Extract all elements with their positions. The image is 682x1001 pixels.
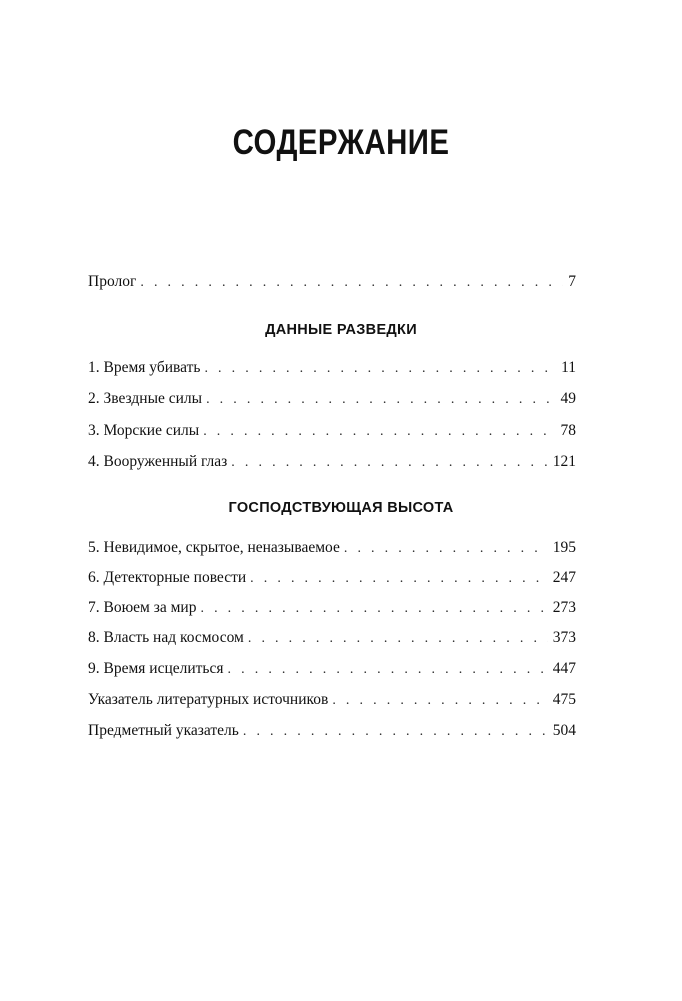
toc-entry-page-number: 273: [552, 599, 576, 616]
toc-entry-page-number: 49: [560, 390, 576, 407]
dot-leader: [140, 272, 563, 294]
toc-entry[interactable]: [88, 537, 576, 559]
toc-entry-label: Указатель литературных источников: [88, 691, 329, 708]
toc-entry-label: 5. Невидимое, скрытое, неназываемое: [88, 539, 340, 556]
toc-entry[interactable]: [88, 720, 576, 742]
toc-entry-page-number: 373: [552, 629, 576, 646]
toc-entry[interactable]: [88, 388, 576, 410]
dot-leader: [200, 598, 547, 620]
dot-leader: [206, 389, 555, 411]
toc-entry-page-number: 195: [552, 539, 576, 556]
toc-entry-page-number: 504: [552, 722, 576, 739]
toc-entry-page-number: 78: [560, 422, 576, 439]
toc-entry[interactable]: [88, 357, 576, 379]
toc-entry-page-number: 11: [561, 359, 576, 376]
toc-entry[interactable]: [88, 689, 576, 711]
toc-entry-label: Пролог: [88, 273, 137, 290]
dot-leader: [332, 690, 547, 712]
dot-leader: [204, 358, 556, 380]
toc-entry-label: 2. Звездные силы: [88, 390, 203, 407]
section-heading: ДАННЫЕ РАЗВЕДКИ: [265, 322, 417, 338]
toc-entry-label: Предметный указатель: [88, 722, 239, 739]
toc-entry-label: 6. Детекторные повести: [88, 569, 247, 586]
toc-entry-page-number: 247: [552, 569, 576, 586]
dot-leader: [248, 628, 548, 650]
toc-entry[interactable]: [88, 658, 576, 680]
toc-entry-label: 4. Вооруженный глаз: [88, 453, 228, 470]
dot-leader: [250, 568, 548, 590]
toc-entry[interactable]: [88, 597, 576, 619]
dot-leader: [228, 659, 548, 681]
dot-leader: [344, 538, 548, 560]
toc-entry-label: 7. Воюем за мир: [88, 599, 197, 616]
toc-entry-prologue[interactable]: [88, 271, 576, 293]
toc-entry-page-number: 121: [552, 453, 576, 470]
toc-entry-label: 8. Власть над космосом: [88, 629, 244, 646]
dot-leader: [231, 452, 547, 474]
toc-entry-page-number: 447: [552, 660, 576, 677]
section-heading: ГОСПОДСТВУЮЩАЯ ВЫСОТА: [228, 500, 454, 516]
toc-entry[interactable]: [88, 567, 576, 589]
dot-leader: [243, 721, 548, 743]
toc-entry[interactable]: [88, 627, 576, 649]
toc-entry-page-number: 7: [568, 273, 576, 290]
toc-entry[interactable]: [88, 420, 576, 442]
dot-leader: [203, 421, 555, 443]
toc-entry-label: 1. Время убивать: [88, 359, 201, 376]
toc-entry-label: 3. Морские силы: [88, 422, 200, 439]
page-title: СОДЕРЖАНИЕ: [232, 123, 450, 162]
toc-entry-page-number: 475: [552, 691, 576, 708]
toc-entry[interactable]: [88, 451, 576, 473]
toc-entry-label: 9. Время исцелиться: [88, 660, 224, 677]
